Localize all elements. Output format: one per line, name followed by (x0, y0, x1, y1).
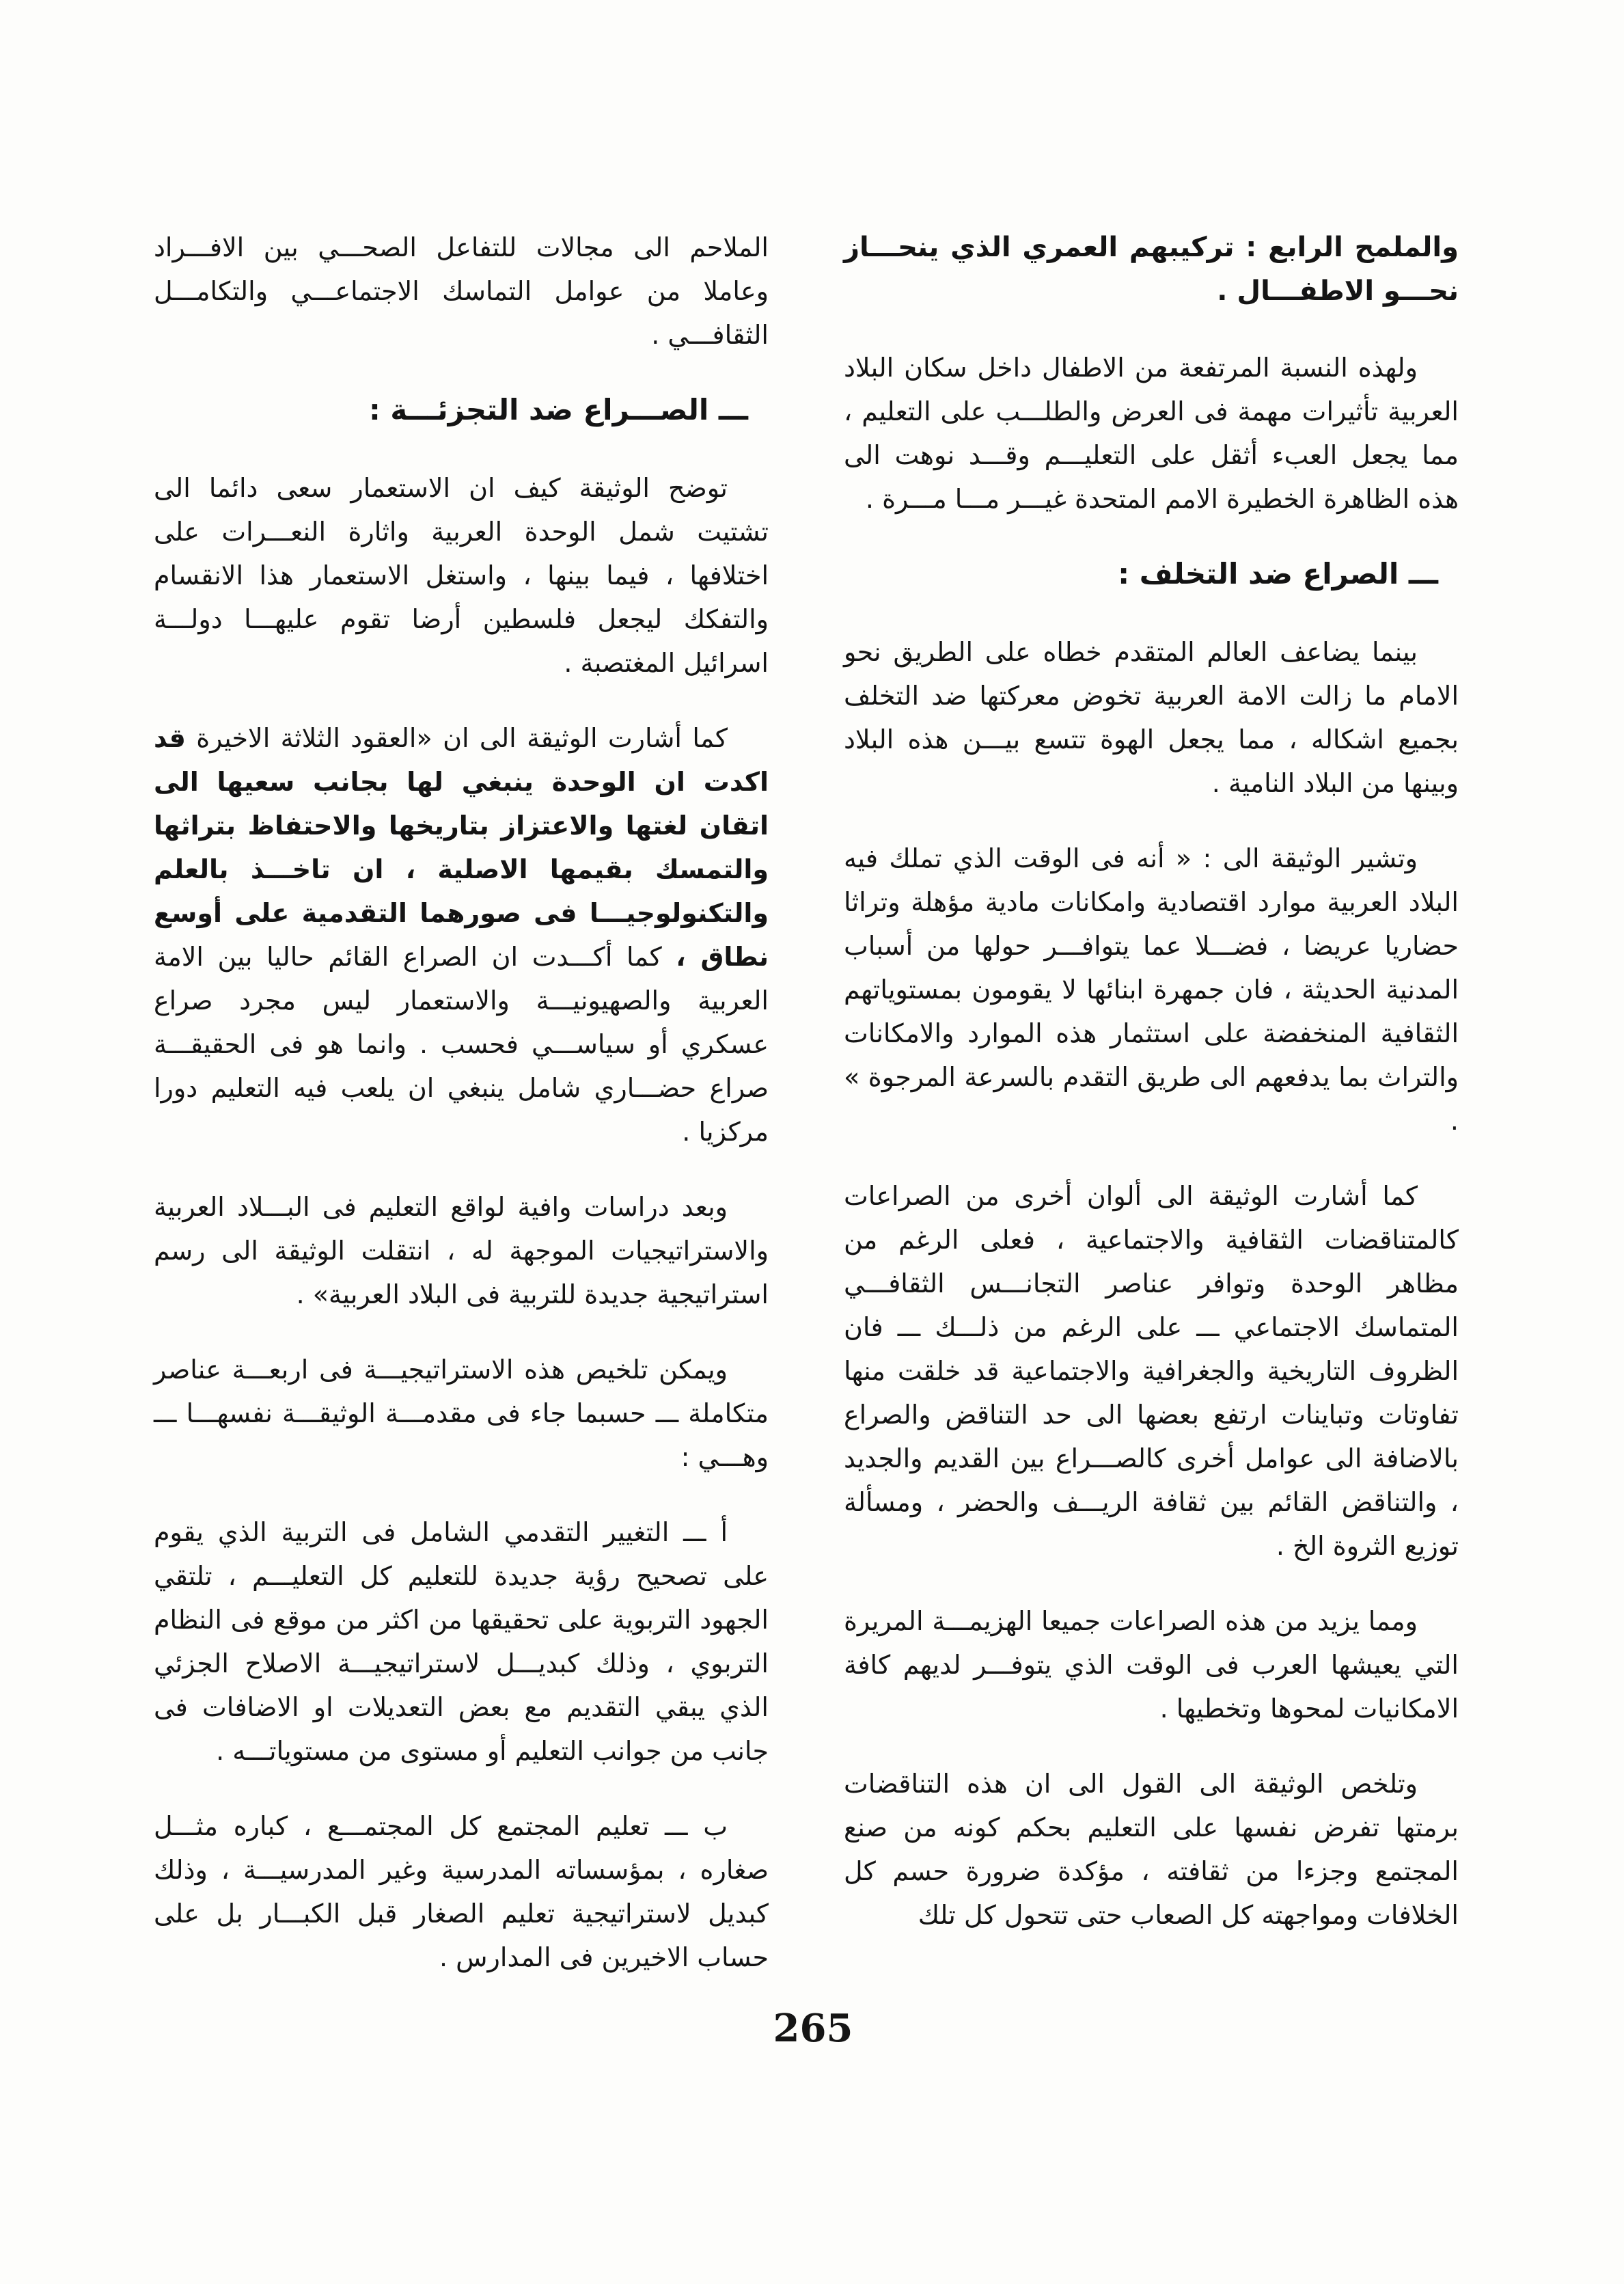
paragraph-text: كما أشارت الوثيقة الى ان «العقود الثلاثة الاخيرة (196, 723, 728, 753)
paragraph: ومما يزيد من هذه الصراعات جميعا الهزيمـــة المريرة التي يعيشها العرب فى الوقت الذي يتوفـــر لديهم كافة الامكانيات لمحوها وتخطيها . (844, 1606, 1459, 1724)
paragraph: بينما يضاعف العالم المتقدم خطاه على الطريق نحو الامام ما زالت الامة العربية تخوض معركتها ضد التخلف بجميع اشكاله ، مما يجعل الهوة تتسع بيـــن هذه البلاد وبينها من البلاد النامية . (844, 637, 1459, 798)
paragraph-text: كما أكـــدت ان الصراع القائم حاليا بين الامة العربية والصهيونيـــة والاستعمار ليس مجرد صراع عسكري أو سياســـي فحسب . وانما هو فى الحقيقـــة صراع حضـــاري شامل ينبغي ان يلعب فيه التعليم دورا مركزيا . (154, 942, 769, 1147)
paragraph: وتشير الوثيقة الى : « أنه فى الوقت الذي تملك فيه البلاد العربية موارد اقتصادية وامكانات مادية مؤهلة وتراثا حضاريا عريضا ، فضـــلا عما يتوافـــر حولها من أسباب المدنية الحديثة ، فان جمهرة ابنائها لا يقومون بمستوياتهم الثقافية المنخفضة على استثمار هذه الموارد والامكانات والتراث بما يدفعهم الى طريق التقدم بالسرعة المرجوة » . (844, 843, 1459, 1136)
paragraph: وبعد دراسات وافية لواقع التعليم فى البـــلاد العربية والاستراتيجيات الموجهة له ، انتقلت الوثيقة الى رسم استراتيجية جديدة للتربية فى البلاد العربية» . (154, 1192, 769, 1309)
paragraph: الملاحم الى مجالات للتفاعل الصحـــي بين الافـــراد وعاملا من عوامل التماسك الاجتماعـــي والتكامـــل الثقافـــي . (154, 232, 769, 350)
section-heading-fragmentation: ـــ الصـــراع ضد التجزئـــة : (368, 393, 748, 426)
list-item-a: أ ـــ التغيير التقدمي الشامل فى التربية الذي يقوم على تصحيح رؤية جديدة للتعليم كل التعليـــم ، تلتقي الجهود التربوية على تحقيقها من اكثر من موقع فى النظام التربوي ، وذلك كبديـــل لاستراتيجيـــة الاصلاح الجزئي الذي يبقي التقديم مع بعض التعديلات او الاضافات فى جانب من جوانب التعليم أو مستوى من مستوياتـــه . (154, 1517, 769, 1766)
paragraph-bold-text: قد اكدت ان الوحدة ينبغي لها بجانب سعيها الى اتقان لغتها والاعتزاز بتاريخها والاحتفاظ بتراثها والتمسك بقيمها الاصلية ، ان تاخـــذ بالعلم والتكنولوجيـــا فى صورهما التقدمية على أوسع نطاق ، (154, 723, 769, 972)
paragraph-mixed (154, 716, 769, 1154)
intro-heading: والملمح الرابع : تركيبهم العمري الذي ينحـــاز نحـــو الاطفـــال . (844, 232, 1459, 307)
paragraph: ولهذه النسبة المرتفعة من الاطفال داخل سكان البلاد العربية تأثيرات مهمة فى العرض والطلـــب على التعليم ، مما يجعل العبء أثقل على التعليـــم وقـــد نوهت الى هذه الظاهرة الخطيرة الامم المتحدة غيـــر مـــا مـــرة . (844, 353, 1459, 514)
paragraph: وتلخص الوثيقة الى القول الى ان هذه التناقضات برمتها تفرض نفسها على التعليم بحكم كونه من صنع المجتمع وجزءا من ثقافته ، مؤكدة ضرورة حسم كل الخلافات ومواجهته كل الصعاب حتى تتحول كل تلك (844, 1769, 1459, 1930)
paragraph: ويمكن تلخيص هذه الاستراتيجيـــة فى اربعـــة عناصر متكاملة ـــ حسبما جاء فى مقدمـــة الوثيقـــة نفسهـــا ـــ وهـــي : (154, 1355, 769, 1472)
paragraph: توضح الوثيقة كيف ان الاستعمار سعى دائما الى تشتيت شمل الوحدة العربية واثارة النعـــرات على اختلافها ، فيما بينها ، واستغل الاستعمار هذا الانقسام والتفكك ليجعل فلسطين أرضا تقوم عليهـــا دولـــة اسرائيل المغتصبة . (154, 473, 769, 678)
right-column (844, 226, 1459, 1968)
left-column (154, 226, 769, 2011)
section-heading-backwardness: ـــ الصراع ضد التخلف : (1118, 557, 1438, 590)
list-item-b: ب ـــ تعليم المجتمع كل المجتمـــع ، كباره مثـــل صغاره ، بمؤسساته المدرسية وغير المدرسيـــة ، وذلك كبديل لاستراتيجية تعليم الصغار قبل الكبـــار بل على حساب الاخيرين فى المدارس . (154, 1811, 769, 1972)
page-number: 265 (773, 2006, 853, 2051)
paragraph: كما أشارت الوثيقة الى ألوان أخرى من الصراعات كالمتناقضات الثقافية والاجتماعية ، فعلى الرغم من مظاهر الوحدة وتوافر عناصر التجانـــس الثقافـــي المتماسك الاجتماعي ـــ على الرغم من ذلـــك ـــ فان الظروف التاريخية والجغرافية والاجتماعية قد خلقت منها تفاوتات وتباينات ارتفع بعضها الى حد التناقض والصراع بالاضافة الى عوامل أخرى كالصـــراع بين القديم والجديد ، والتناقض القائم بين ثقافة الريـــف والحضر ، ومسألة توزيع الثروة الخ . (844, 1181, 1459, 1561)
